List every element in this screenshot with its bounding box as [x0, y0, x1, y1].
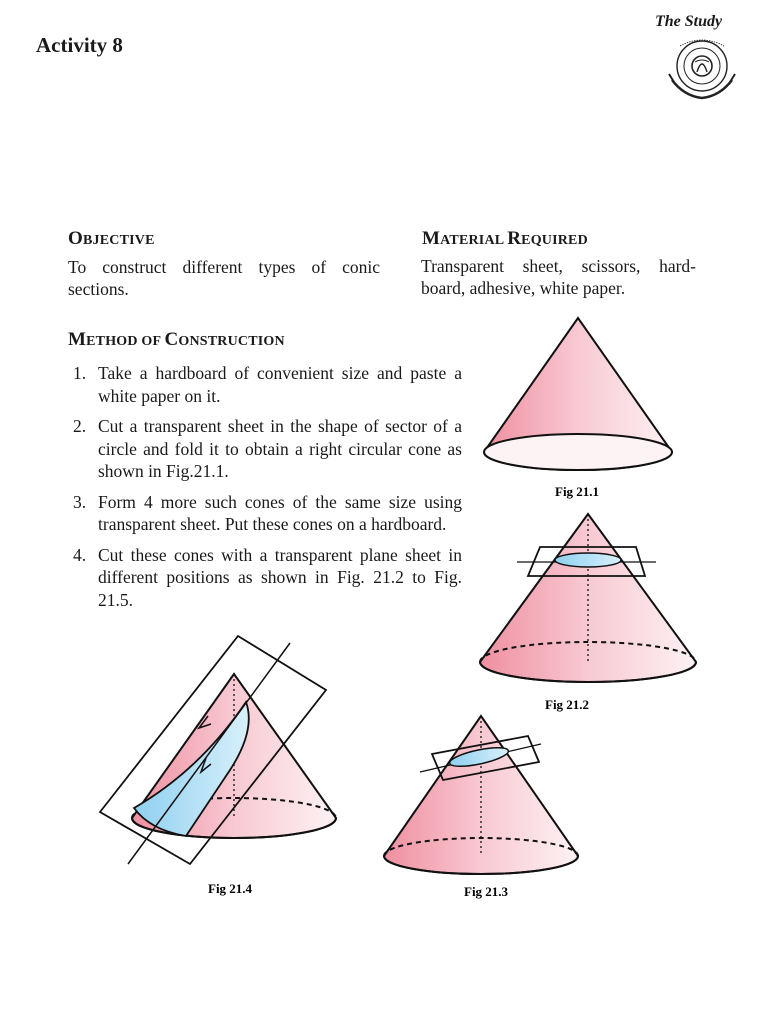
- step-item: 1. Take a hardboard of convenient size and paste a white paper on it.: [73, 363, 462, 406]
- figure-21-3: [384, 716, 578, 899]
- fig-21-1-label: Fig 21.1: [555, 484, 600, 499]
- step-item: 4. Cut these cones with a transparent plane sheet in different positions as shown in Fig. 21.2 to Fig. 21.5.: [73, 544, 462, 610]
- material-text: Transparent sheet, scissors, hard-board, adhesive, white paper.: [421, 256, 696, 298]
- method-heading: METHOD OF CONSTRUCTION: [68, 329, 285, 350]
- figure-21-2: [480, 514, 696, 712]
- fig-21-2-label: Fig 21.2: [545, 697, 590, 712]
- activity-title: Activity 8: [36, 33, 123, 57]
- objective-text: To construct different types of conic sections.: [68, 257, 380, 299]
- material-heading: MATERIAL REQUIRED: [422, 228, 588, 249]
- brand-name: The Study: [655, 13, 723, 30]
- fig-21-4-label: Fig 21.4: [208, 881, 253, 896]
- figure-21-1: [484, 318, 672, 499]
- objective-heading: OBJECTIVE: [68, 228, 155, 249]
- fig-21-3-label: Fig 21.3: [464, 884, 509, 899]
- figure-21-4: [100, 636, 336, 896]
- step-item: 2. Cut a transparent sheet in the shape of sector of a circle and fold it to obtain a right circular cone as shown in Fig.21.1.: [73, 416, 462, 481]
- step-item: 3. Form 4 more such cones of the same size using transparent sheet. Put these cones on a hardboard.: [73, 491, 462, 534]
